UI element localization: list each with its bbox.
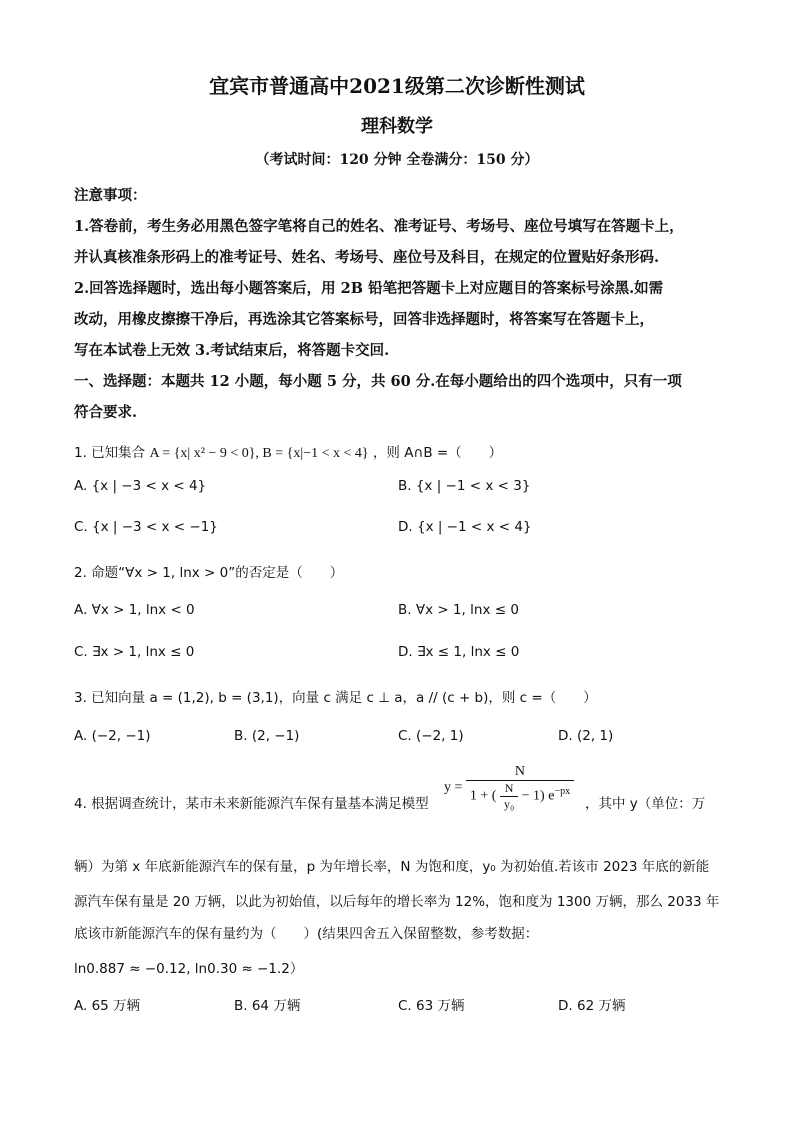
question-1-option-b: B. {x | −1 < x < 3} [398, 478, 531, 494]
formula-inner-fraction [500, 781, 518, 812]
formula-lhs: y = [444, 780, 463, 795]
formula-inner-den: y₀ [503, 797, 515, 811]
formula-denominator [466, 781, 574, 812]
formula-fraction [466, 764, 574, 812]
notice-line-5: 写在本试卷上无效 3.考试结束后，将答题卡交回. [74, 342, 390, 359]
question-4-formula [444, 764, 574, 812]
question-4-prefix: 4. 根据调查统计，某市未来新能源汽车保有量基本满足模型 [74, 796, 429, 812]
question-1-sets: A = {x| x² − 9 < 0}, B = {x|−1 < x < 4} [149, 446, 369, 461]
question-1-prefix: 1. 已知集合 [74, 445, 146, 461]
notice-line-4: 改动，用橡皮擦擦干净后，再选涂其它答案标号，回答非选择题时，将答案写在答题卡上， [74, 311, 654, 328]
notice-line-1: 1.答卷前，考生务必用黑色签字笔将自己的姓名、准考证号、考场号、座位号填写在答题卡上， [74, 218, 684, 235]
formula-den-open: 1 + ( [469, 788, 497, 804]
question-3-option-d: D. (2, 1) [558, 728, 614, 744]
question-4-line-3: 源汽车保有量是 20 万辆，以此为初始值，以后每年的增长率为 12%，饱和度为 1300 万辆，那么 2033 年 [74, 894, 720, 910]
question-4-line-4: 底该市新能源汽车的保有量约为（ ）(结果四舍五入保留整数，参考数据： [74, 926, 539, 942]
exam-subject: 理科数学 [361, 116, 433, 137]
question-4-option-b: B. 64 万辆 [234, 998, 301, 1014]
question-1-option-a: A. {x | −3 < x < 4} [74, 478, 207, 494]
section-heading-line-2: 符合要求. [74, 404, 138, 421]
question-2-option-d: D. ∃x ≤ 1, lnx ≤ 0 [398, 644, 520, 660]
question-2-option-b: B. ∀x > 1, lnx ≤ 0 [398, 602, 519, 618]
question-1-stem [74, 441, 502, 462]
question-2-option-c: C. ∃x > 1, lnx ≤ 0 [74, 644, 195, 660]
notice-line-2: 并认真核准条形码上的准考证号、姓名、考场号、座位号及科目，在规定的位置贴好条形码. [74, 249, 660, 266]
question-1-option-c: C. {x | −3 < x < −1} [74, 519, 218, 535]
question-2-stem: 2. 命题“∀x > 1, lnx > 0”的否定是（ ） [74, 565, 344, 581]
question-4-option-a: A. 65 万辆 [74, 998, 141, 1014]
question-4-suffix: ，其中 y（单位：万 [585, 796, 706, 812]
question-3-option-c: C. (−2, 1) [398, 728, 464, 744]
notice-line-3: 2.回答选择题时，选出每小题答案后，用 2B 铅笔把答题卡上对应题目的答案标号涂黑.如需 [74, 280, 664, 297]
formula-den-close: − 1) e [521, 788, 555, 804]
question-4-option-d: D. 62 万辆 [558, 998, 626, 1014]
question-3-option-a: A. (−2, −1) [74, 728, 151, 744]
exam-info: （考试时间：120 分钟 全卷满分：150 分） [255, 152, 539, 168]
exam-title: 宜宾市普通高中2021级第二次诊断性测试 [209, 74, 585, 98]
question-4-line-5: ln0.887 ≈ −0.12, ln0.30 ≈ −1.2） [74, 961, 304, 977]
question-4-option-c: C. 63 万辆 [398, 998, 465, 1014]
question-4-line-2: 辆）为第 x 年底新能源汽车的保有量，p 为年增长率，N 为饱和度，y₀ 为初始值.若该市 2023 年底的新能 [74, 859, 710, 875]
notice-heading: 注意事项： [74, 187, 147, 204]
question-1-option-d: D. {x | −1 < x < 4} [398, 519, 532, 535]
question-3-stem: 3. 已知向量 a = (1,2), b = (3,1)，向量 c 满足 c ⊥ a，a // (c + b)，则 c =（ ） [74, 690, 597, 706]
question-1-suffix: ，则 A∩B =（ ） [372, 445, 503, 461]
section-heading-line-1: 一、选择题：本题共 12 小题，每小题 5 分，共 60 分.在每小题给出的四个选项中，只有一项 [74, 373, 682, 390]
formula-inner-num: N [500, 781, 518, 797]
formula-numerator: N [466, 764, 574, 781]
question-2-option-a: A. ∀x > 1, lnx < 0 [74, 602, 195, 618]
question-3-option-b: B. (2, −1) [234, 728, 300, 744]
formula-exponent: −px [554, 786, 571, 798]
